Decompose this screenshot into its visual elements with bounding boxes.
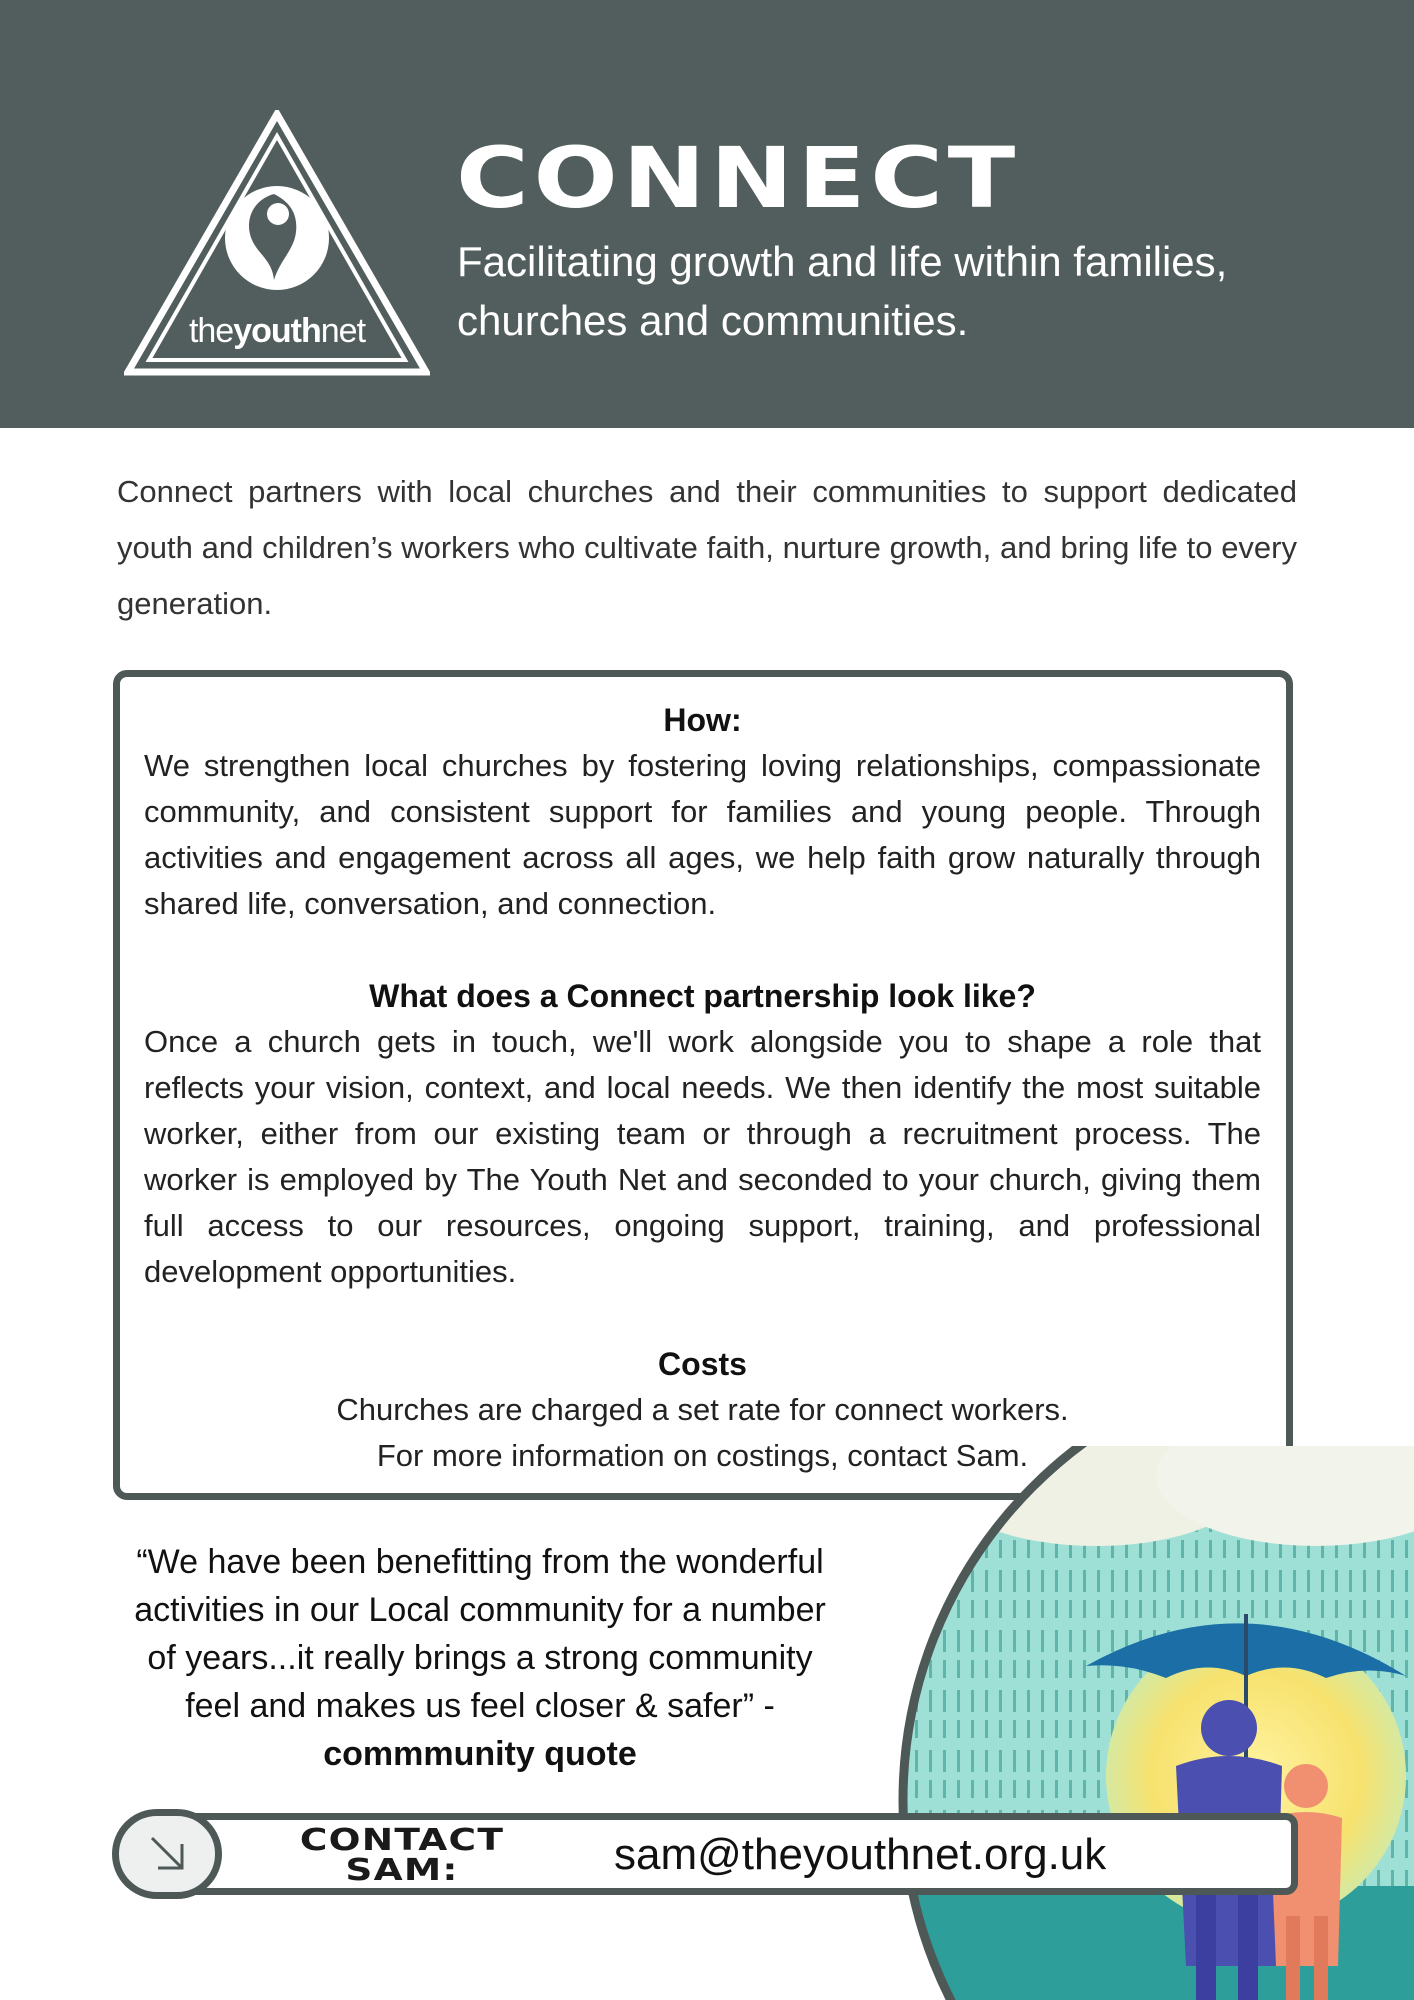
arrow-down-right-icon	[148, 1834, 188, 1874]
quote-attribution: commmunity quote	[323, 1735, 637, 1773]
partnership-body: Once a church gets in touch, we'll work alongside you to shape a role that reflects your vision, context, and local needs. We then identify the most suitable worker, either from our existing team or through a recruitment process. The worker is employed by The Youth Net and seconded to your church, giving them full access to our resources, ongoing support, training, and professional development opportunities.	[144, 1024, 1261, 1289]
costs-line-1: Churches are charged a set rate for connect workers.	[336, 1392, 1069, 1427]
costs-heading: Costs	[658, 1346, 747, 1382]
intro-paragraph: Connect partners with local churches and their communities to support dedicated youth and children’s workers who cultivate faith, nurture growth, and bring life to every generation.	[117, 474, 1297, 621]
how-heading: How:	[663, 702, 742, 738]
theyouthnet-logo	[124, 110, 430, 376]
quote-text: “We have been benefitting from the wonderful activities in our Local community for a number of years...it really brings a strong community feel and makes us feel closer & safer” -	[134, 1543, 826, 1725]
page-title: CONNECT	[456, 129, 1021, 227]
info-box	[113, 670, 1293, 1500]
community-quote	[120, 1538, 840, 1778]
contact-label: CONTACT SAM:	[299, 1823, 505, 1888]
how-body: We strengthen local churches by fostering loving relationships, compassionate community, and consistent support for families and young people. Through activities and engagement across all ages, we help faith grow naturally through shared life, conversation, and connection.	[144, 748, 1261, 921]
contact-arrow-button[interactable]	[112, 1809, 222, 1899]
header-banner	[0, 0, 1414, 428]
page-subtitle: Facilitating growth and life within families, churches and communities.	[457, 238, 1228, 344]
umbrella-illustration	[896, 1446, 1414, 2000]
partnership-heading: What does a Connect partnership look like?	[369, 978, 1036, 1014]
svg-text:theyouthnet: theyouthnet	[188, 312, 366, 350]
costs-line-2: For more information on costings, contact Sam.	[376, 1438, 1029, 1473]
contact-email-link[interactable]: sam@theyouthnet.org.uk	[614, 1830, 1107, 1879]
